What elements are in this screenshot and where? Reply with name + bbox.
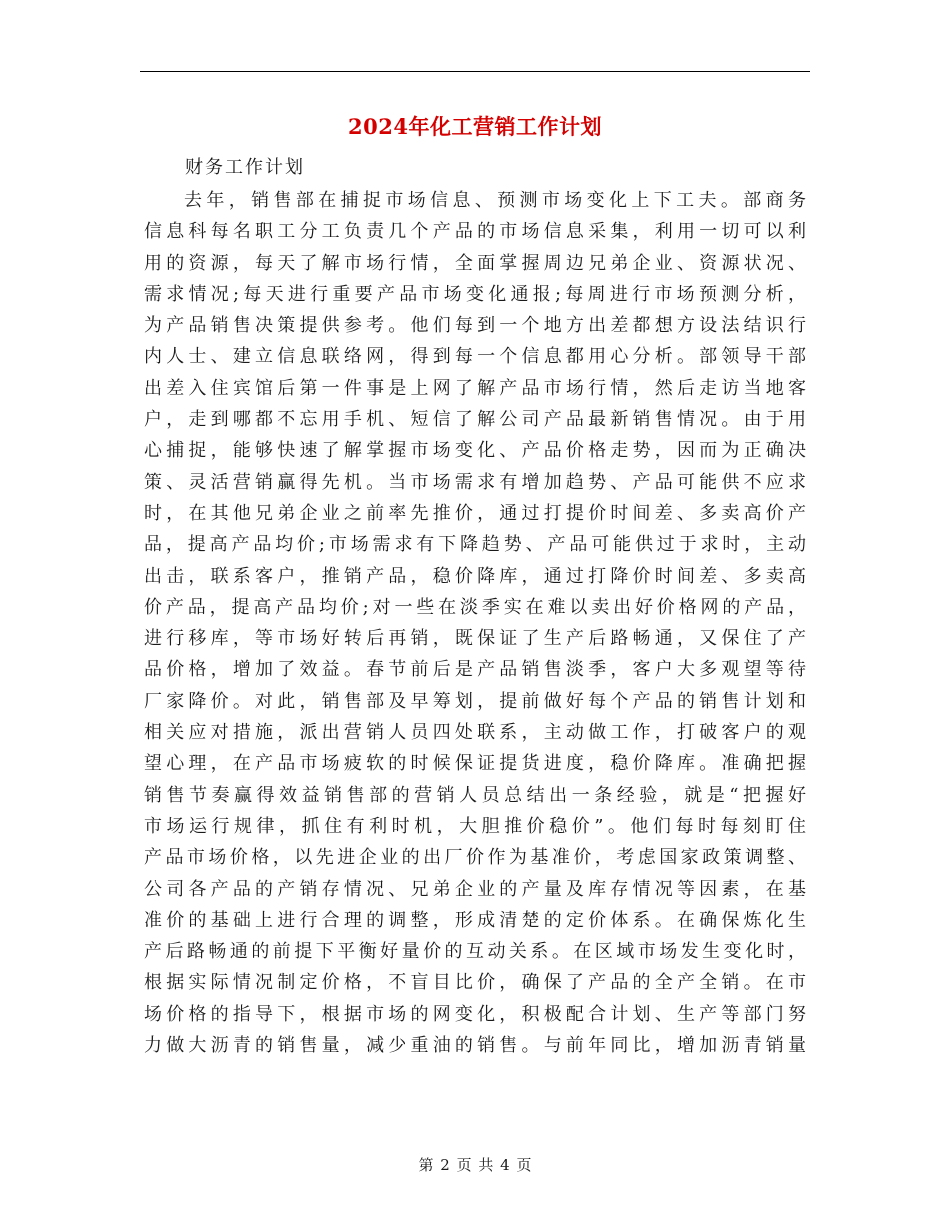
body-line: 用的资源，每天了解市场行情，全面掌握周边兄弟企业、资源状况、 [144, 252, 806, 274]
body-line: 为产品销售决策提供参考。他们每到一个地方出差都想方设法结识行 [144, 315, 806, 337]
body-line: 望心理，在产品市场疲软的时候保证提货进度，稳价降库。准确把握 [144, 753, 806, 775]
body-line: 去年，销售部在捕捉市场信息、预测市场变化上下工夫。部商务 [184, 190, 806, 211]
body-line: 销售节奏赢得效益销售部的营销人员总结出一条经验，就是“把握好 [144, 784, 806, 806]
body-line: 内人士、建立信息联络网，得到每一个信息都用心分析。部领导干部 [144, 346, 806, 368]
body-line: 公司各产品的产销存情况、兄弟企业的产量及库存情况等因素，在基 [144, 878, 806, 900]
body-line: 品价格，增加了效益。春节前后是产品销售淡季，客户大多观望等待 [144, 659, 806, 681]
body-line: 相关应对措施，派出营销人员四处联系，主动做工作，打破客户的观 [144, 722, 806, 744]
body-line: 出差入住宾馆后第一件事是上网了解产品市场行情，然后走访当地客 [144, 377, 806, 399]
body-line: 产后路畅通的前提下平衡好量价的互动关系。在区域市场发生变化时， [144, 941, 806, 963]
body-line: 心捕捉，能够快速了解掌握市场变化、产品价格走势，因而为正确决 [144, 440, 806, 462]
body-line: 市场运行规律，抓住有利时机，大胆推价稳价”。他们每时每刻盯住 [144, 815, 806, 837]
body-line: 户，走到哪都不忘用手机、短信了解公司产品最新销售情况。由于用 [144, 409, 806, 431]
document-title: 2024年化工营销工作计划 [348, 114, 602, 139]
body-line: 产品市场价格，以先进企业的出厂价作为基准价，考虑国家政策调整、 [144, 847, 806, 869]
body-line: 场价格的指导下，根据市场的网变化，积极配合计划、生产等部门努 [144, 1003, 806, 1025]
body-line: 准价的基础上进行合理的调整，形成清楚的定价体系。在确保炼化生 [144, 909, 806, 931]
header-rule [140, 71, 810, 72]
body-line: 时，在其他兄弟企业之前率先推价，通过打提价时间差、多卖高价产 [144, 502, 806, 524]
body-line: 根据实际情况制定价格，不盲目比价，确保了产品的全产全销。在市 [144, 972, 806, 994]
body-line: 进行移库，等市场好转后再销，既保证了生产后路畅通，又保住了产 [144, 628, 806, 650]
body-line: 需求情况;每天进行重要产品市场变化通报;每周进行市场预测分析， [144, 283, 806, 305]
body-text [144, 185, 806, 1061]
body-line: 力做大沥青的销售量，减少重油的销售。与前年同比，增加沥青销量 [144, 1035, 806, 1057]
body-line: 信息科每名职工分工负责几个产品的市场信息采集，利用一切可以利 [144, 221, 806, 243]
body-line: 品，提高产品均价;市场需求有下降趋势、产品可能供过于求时，主动 [144, 534, 806, 556]
body-line: 价产品，提高产品均价;对一些在淡季实在难以卖出好价格网的产品， [144, 596, 806, 618]
page-number: 第 2 页 共 4 页 [418, 1156, 532, 1174]
section-heading: 财务工作计划 [185, 157, 305, 178]
body-line: 策、灵活营销赢得先机。当市场需求有增加趋势、产品可能供不应求 [144, 471, 806, 493]
body-line: 出击，联系客户，推销产品，稳价降库，通过打降价时间差、多卖高 [144, 565, 806, 587]
body-line: 厂家降价。对此，销售部及早筹划，提前做好每个产品的销售计划和 [144, 690, 806, 712]
